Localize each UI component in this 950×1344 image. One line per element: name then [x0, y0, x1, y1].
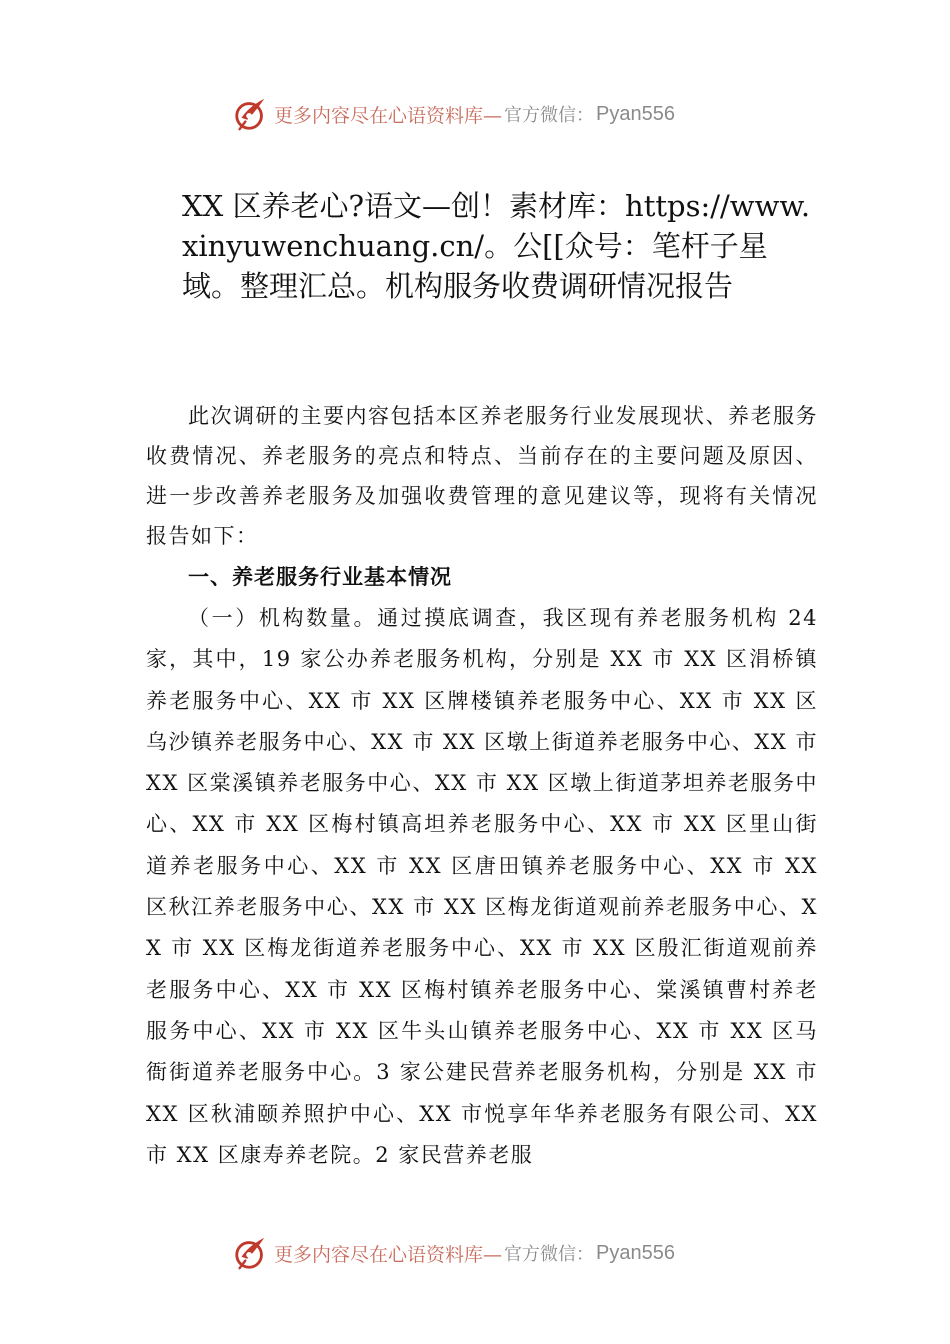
watermark-wechat-id: Pyan556: [596, 1241, 675, 1264]
quill-logo-icon: [232, 95, 270, 133]
watermark-banner-bottom: [232, 1233, 752, 1273]
section-heading: 一、养老服务行业基本情况: [188, 565, 452, 589]
subsection-lead: （一）机构数量。: [188, 606, 378, 630]
intro-paragraph: 此次调研的主要内容包括本区养老服务行业发展现状、养老服务收费情况、养老服务的亮点和特点、当前存在的主要问题及原因、进一步改善养老服务及加强收费管理的意见建议等，现将有关情况报告如下：: [146, 404, 818, 548]
watermark-banner-top: [232, 94, 752, 134]
subsection-text: 通过摸底调查，我区现有养老服务机构 24 家，其中，19 家公办养老服务机构，分别是 XX 市 XX 区涓桥镇养老服务中心、XX 市 XX 区牌楼镇养老服务中心、XX 市 XX 区乌沙镇养老服务中心、XX 市 XX 区墩上街道养老服务中心、XX 市 XX 区棠溪镇养老服务中心、XX 市 XX 区墩上街道茅坦养老服务中心、XX 市 XX 区梅村镇高坦养老服务中心、XX 市 XX 区里山街道养老服务中心、XX 市 XX 区唐田镇养老服务中心、XX 市 XX 区秋江养老服务中心、XX 市 XX 区梅龙街道观前养老服务中心、XX 市 XX 区梅龙街道养老服务中心、XX 市 XX 区殷汇街道观前养老服务中心、XX 市 XX 区梅村镇养老服务中心、棠溪镇曹村养老服务中心、XX 市 XX 区牛头山镇养老服务中心、XX 市 XX 区马衙街道养老服务中心。3 家公建民营养老服务机构，分别是 XX 市 XX 区秋浦颐养照护中心、XX 市悦享年华养老服务有限公司、XX 市 XX 区康寿养老院。2 家民营养老服: [146, 606, 818, 1167]
watermark-wechat-label: 官方微信：: [504, 1244, 595, 1265]
watermark-text: 更多内容尽在心语资料库—: [274, 1243, 503, 1266]
institution-count-paragraph: [146, 598, 818, 1176]
watermark-wechat-label: 官方微信：: [504, 105, 595, 126]
document-title: XX 区养老心?语文—创！素材库：https://www.xinyuwenchuang.cn/。公[[众号：笔杆子星域。整理汇总。机构服务收费调研情况报告: [182, 189, 811, 303]
watermark-text: 更多内容尽在心语资料库—: [274, 104, 503, 127]
quill-logo-icon: [232, 1234, 270, 1272]
document-body: [146, 396, 818, 1176]
watermark-wechat-id: Pyan556: [596, 102, 675, 125]
